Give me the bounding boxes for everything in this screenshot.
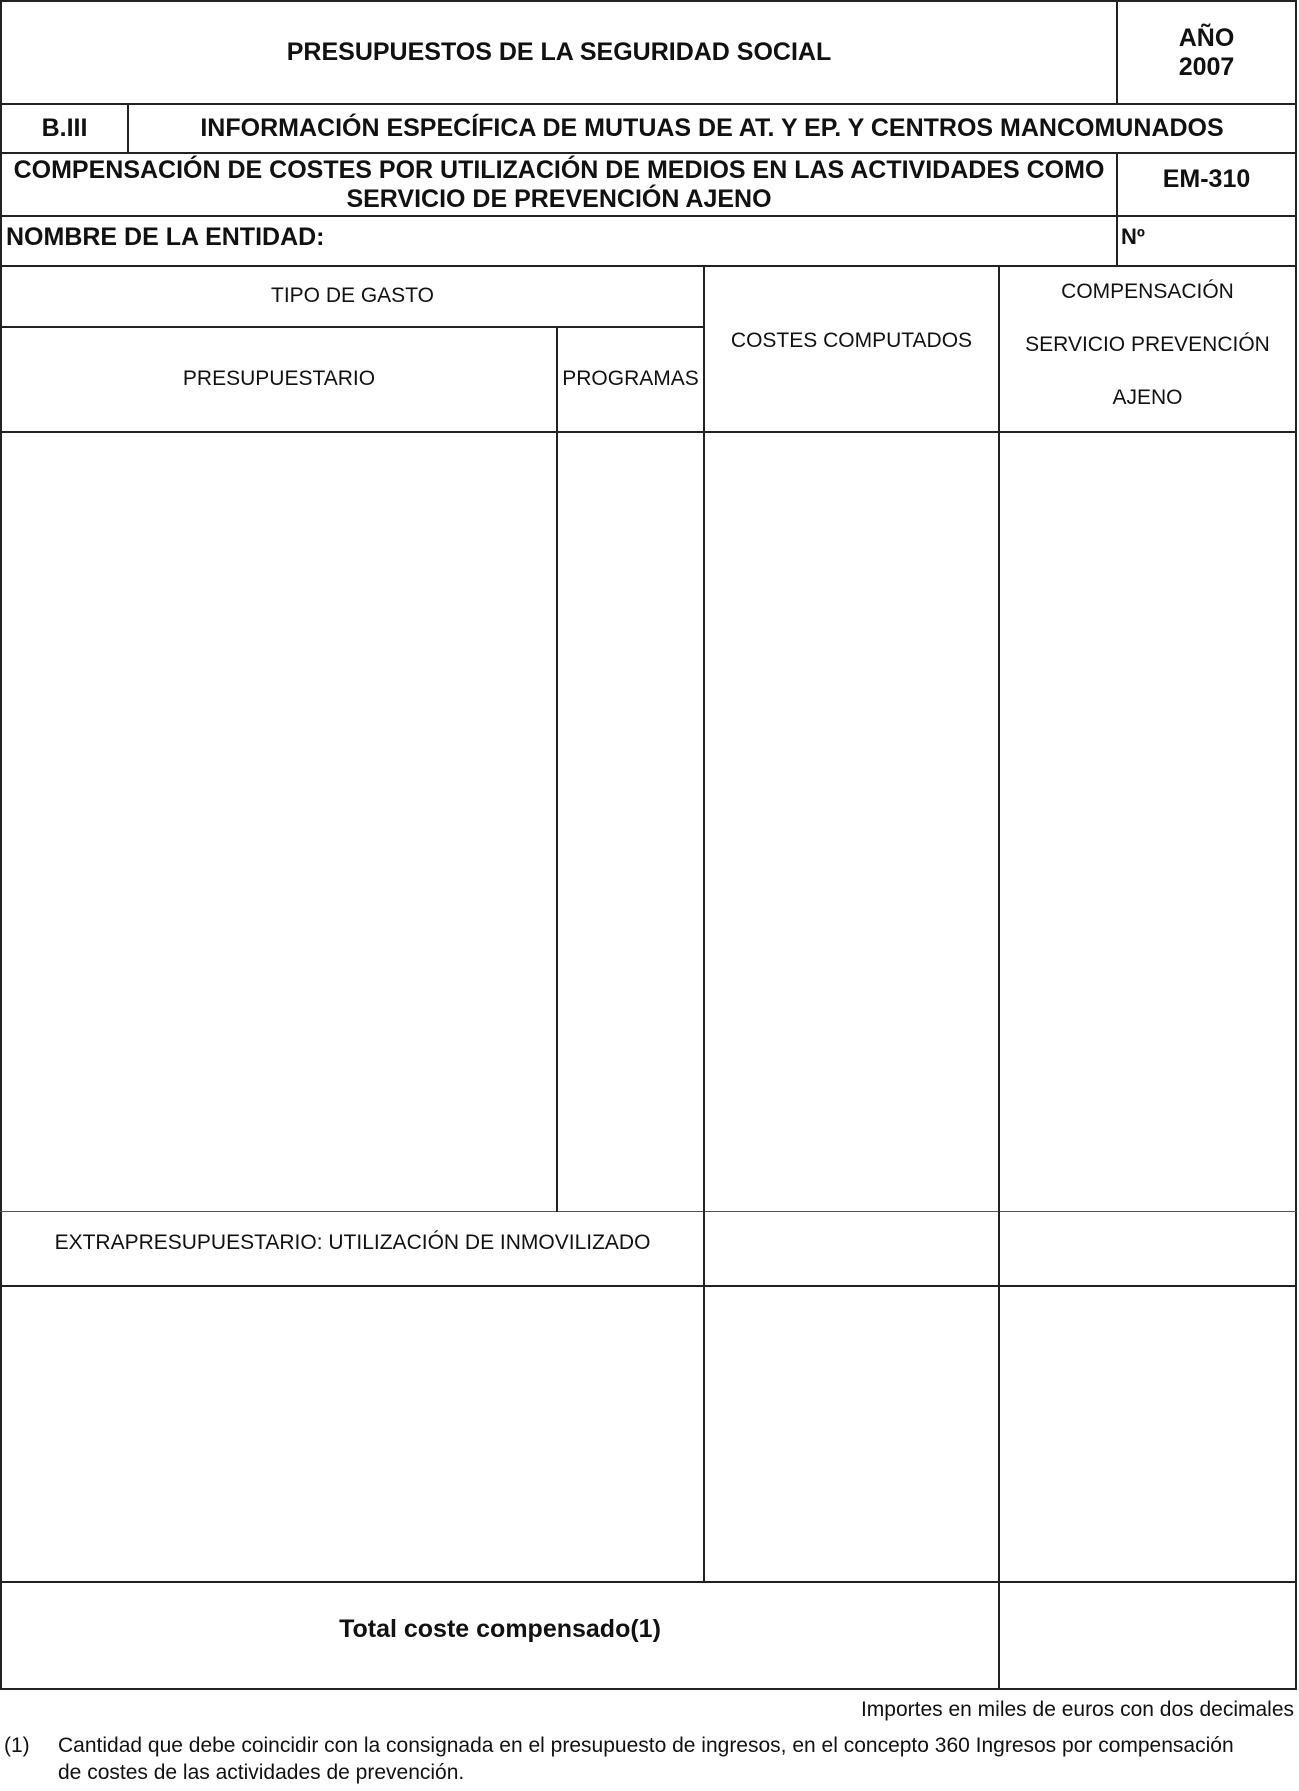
vrule-compensacion: [998, 266, 1000, 1690]
year-value: 2007: [1178, 53, 1235, 81]
note-line1: Cantidad que debe coincidir con la consignada en el presupuesto de ingresos, en el concepto 360 Ingresos por compensación: [58, 1733, 1234, 1757]
rule-before-extra: [0, 1211, 1297, 1212]
section-title: INFORMACIÓN ESPECÍFICA DE MUTUAS DE AT. Y EP. Y CENTROS MANCOMUNADOS: [200, 114, 1224, 143]
year-label: AÑO: [1178, 24, 1235, 52]
border-bottom: [0, 1688, 1297, 1690]
vrule-programas: [556, 327, 558, 1212]
year-box: [1118, 10, 1295, 96]
total-coste-label: Total coste compensado(1): [339, 1615, 661, 1644]
entity-name-label: NOMBRE DE LA ENTIDAD:: [6, 222, 325, 251]
form-title-line1: COMPENSACIÓN DE COSTES POR UTILIZACIÓN DE MEDIOS EN LAS ACTIVIDADES COMO: [13, 155, 1105, 184]
note-line2: de costes de las actividades de prevención.: [58, 1760, 465, 1784]
border-left: [0, 0, 2, 1690]
rule-after-extra: [0, 1285, 1297, 1287]
col-comp-line1: COMPENSACIÓN: [1061, 280, 1234, 303]
col-comp-line2: SERVICIO PREVENCIÓN: [1025, 333, 1270, 356]
col-costes-computados: COSTES COMPUTADOS: [730, 328, 973, 352]
vrule-number: [1116, 216, 1118, 266]
note-marker: (1): [4, 1733, 30, 1757]
col-comp-line3: AJENO: [1112, 386, 1183, 409]
number-label: Nº: [1121, 224, 1145, 250]
border-right: [1295, 0, 1297, 1690]
section-code: B.III: [41, 114, 88, 143]
form-title: [2, 154, 1116, 215]
units-note: Importes en miles de euros con dos decimales: [860, 1697, 1294, 1721]
form-title-line2: SERVICIO DE PREVENCIÓN AJENO: [346, 184, 772, 213]
col-tipo-gasto: TIPO DE GASTO: [271, 284, 434, 308]
vrule-costes: [703, 266, 705, 1582]
col-compensacion: [1000, 280, 1295, 410]
page-title: PRESUPUESTOS DE LA SEGURIDAD SOCIAL: [286, 38, 832, 67]
rule-after-headers: [0, 431, 1297, 433]
form-code: EM-310: [1162, 164, 1251, 193]
col-programas: PROGRAMAS: [562, 367, 699, 391]
col-presupuestario: PRESUPUESTARIO: [182, 367, 376, 391]
extrapresupuestario-label: EXTRAPRESUPUESTARIO: UTILIZACIÓN DE INMOVILIZADO: [54, 1230, 651, 1254]
